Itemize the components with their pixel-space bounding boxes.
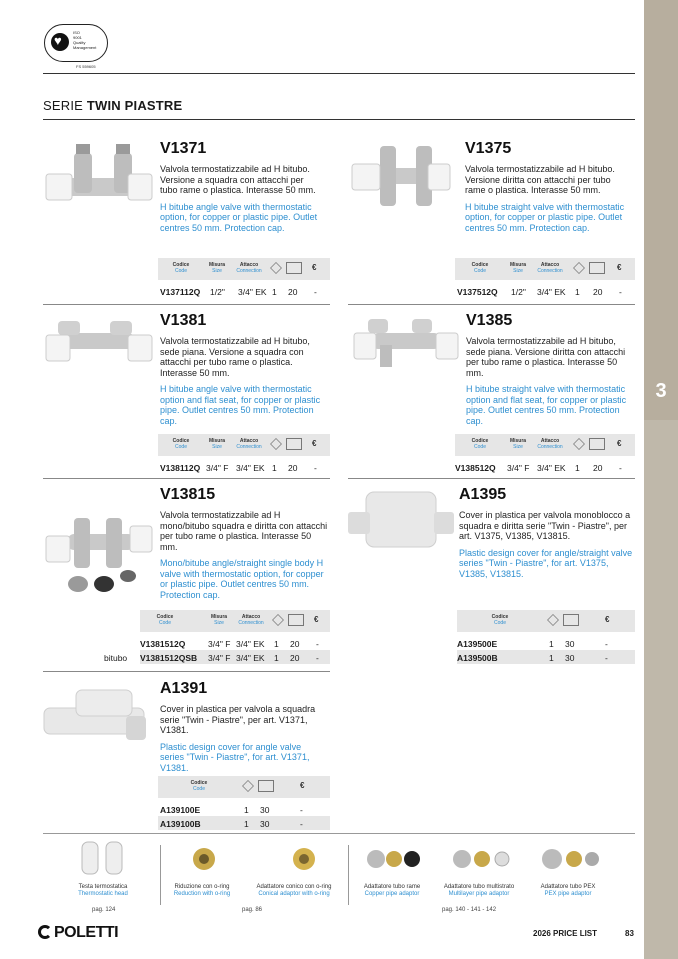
table-v1375 xyxy=(455,258,635,298)
product-code: V1371 xyxy=(160,140,207,157)
page-ref-pipe-adaptors: pag. 140 - 141 - 142 xyxy=(442,907,497,913)
description-italian: Cover in plastica per valvola monoblocco a squadra e diritta serie "Twin - Piastre", per art. V1375, V1385, V13815. xyxy=(459,510,631,541)
table-header xyxy=(158,434,330,456)
header-size: Misura Size xyxy=(208,438,226,450)
table-a1391 xyxy=(158,776,330,830)
accessories-divider xyxy=(43,833,635,834)
description-english: H bitube straight valve with thermostatic option, for copper or plastic pipe. Outlet centres 50 mm. Protection cap. xyxy=(465,201,625,233)
header-connection: Attacco Connection xyxy=(238,614,264,626)
chapter-number: 3 xyxy=(655,380,667,402)
accessory-separator xyxy=(348,845,349,905)
box-icon xyxy=(242,780,254,792)
product-code: A1395 xyxy=(459,486,507,503)
pex-adaptor-image xyxy=(540,846,600,872)
table-a1395 xyxy=(457,610,635,664)
valve-v1371-image xyxy=(44,138,154,223)
table-header xyxy=(457,610,635,632)
header-euro: € xyxy=(617,263,622,272)
table-row: A139100B 1 30 - xyxy=(158,816,330,830)
header-code: Codice Code xyxy=(190,780,208,792)
chapter-side-tab xyxy=(644,0,678,959)
carton-icon xyxy=(288,614,304,626)
box-icon xyxy=(547,614,559,626)
header-connection: Attacco Connection xyxy=(537,262,563,274)
copper-adaptor-image xyxy=(366,846,422,872)
box-icon xyxy=(270,438,282,450)
header-code: Codice Code xyxy=(172,438,190,450)
carton-icon xyxy=(286,438,302,450)
reduction-image xyxy=(190,846,220,872)
header-size: Misura Size xyxy=(509,262,527,274)
table-v1381 xyxy=(158,434,330,474)
product-code: V1385 xyxy=(466,312,513,329)
accessory-separator xyxy=(160,845,161,905)
description-italian: Cover in plastica per valvola a squadra serie "Twin - Piastre", per art. V1371, V1381. xyxy=(160,704,316,735)
header-code: Codice Code xyxy=(471,262,489,274)
multilayer-adaptor-image xyxy=(452,846,512,872)
box-icon xyxy=(573,262,585,274)
table-row: A139500B 1 30 - xyxy=(457,650,635,664)
price-list-label: 2026 PRICE LIST xyxy=(533,929,598,938)
product-a1395 xyxy=(459,486,634,579)
header-euro: € xyxy=(605,615,610,624)
header-connection: Attacco Connection xyxy=(537,438,563,450)
product-v13815 xyxy=(160,486,328,600)
header-euro: € xyxy=(314,615,319,624)
header-connection: Attacco Connection xyxy=(236,262,262,274)
box-icon xyxy=(272,614,284,626)
header-size: Misura Size xyxy=(509,438,527,450)
table-v1371 xyxy=(158,258,330,298)
valve-v1381-image xyxy=(44,315,154,375)
row-divider-left xyxy=(43,304,330,305)
header-size: Misura Size xyxy=(208,262,226,274)
certification-code: FS 559605 xyxy=(76,64,96,69)
header-euro: € xyxy=(312,263,317,272)
table-row: V137512Q 1/2" 3/4" EK 1 20 - xyxy=(457,287,622,297)
description-english: Plastic design cover for angle valve series "Twin - Piastre", for art. V1371, V1381. xyxy=(160,741,310,773)
product-v1375 xyxy=(465,140,625,233)
table-header xyxy=(140,610,330,632)
table-header xyxy=(455,258,635,280)
table-row: bitubo V1381512QSB 3/4" F 3/4" EK 1 20 - xyxy=(140,650,330,664)
accessory-pex-adaptor: Adattatore tubo PEX PEX pipe adaptor xyxy=(540,884,596,897)
table-row: V1381512Q 3/4" F 3/4" EK 1 20 - xyxy=(140,639,319,649)
certification-text: ISO 9001 Quality Management xyxy=(73,30,97,50)
header-euro: € xyxy=(617,439,622,448)
description-english: H bitube straight valve with thermostatic option and flat seat, for copper or plastic pipe. Outlet centres 50 mm. Protection cap. xyxy=(466,384,627,426)
header-code: Codice Code xyxy=(471,438,489,450)
page-ref-thermostatic-head: pag. 124 xyxy=(92,907,116,913)
table-row: V137112Q 1/2" 3/4" EK 1 20 - xyxy=(160,287,317,297)
certification-logo xyxy=(44,24,108,62)
table-v13815 xyxy=(104,610,330,664)
conical-adaptor-image xyxy=(290,846,320,872)
carton-icon xyxy=(258,780,274,792)
description-italian: Valvola termostatizzabile ad H bitubo, sede piana. Versione diritta con attacchi per tubo rame o plastica. Interasse 50 mm. xyxy=(466,336,626,378)
brand-mark-icon xyxy=(38,925,52,939)
description-english: Mono/bitube angle/straight single body H valve with thermostatic option, for copper or plastic pipe. Outlet centres 50 mm. Protection cap. xyxy=(160,558,324,600)
row-divider-left xyxy=(43,478,330,479)
section-title: SERIE TWIN PIASTRE xyxy=(43,98,183,113)
bsi-heart-icon xyxy=(51,33,69,51)
table-header xyxy=(158,258,330,280)
product-code: V1381 xyxy=(160,312,207,329)
product-a1391 xyxy=(160,680,325,773)
carton-icon xyxy=(286,262,302,274)
row-divider-right xyxy=(348,478,635,479)
chapter-tab-block xyxy=(644,0,678,420)
row-divider-right xyxy=(348,304,635,305)
product-v1385 xyxy=(466,312,628,426)
table-row: A139500E 1 30 - xyxy=(457,639,608,649)
header-euro: € xyxy=(312,439,317,448)
carton-icon xyxy=(589,262,605,274)
table-row: V138112Q 3/4" F 3/4" EK 1 20 - xyxy=(160,463,317,473)
table-v1385 xyxy=(455,434,635,474)
carton-icon xyxy=(563,614,579,626)
product-v1371 xyxy=(160,140,320,233)
description-italian: Valvola termostatizzabile ad H bitubo. Versione diritta con attacchi per tubo rame o plastica. Interasse 50 mm. xyxy=(465,164,615,195)
table-row: A139100E 1 30 - xyxy=(160,805,303,815)
valve-v1375-image xyxy=(350,138,460,218)
description-english: H bitube angle valve with thermostatic option and flat seat, for copper or plastic pipe. Outlet centres 50 mm. Protection cap. xyxy=(160,384,321,426)
product-code: A1391 xyxy=(160,680,208,697)
product-code: V1375 xyxy=(465,140,512,157)
valve-v13815-image xyxy=(44,512,154,594)
table-header xyxy=(455,434,635,456)
header-euro: € xyxy=(300,781,305,790)
thermostatic-head-image xyxy=(78,840,128,878)
header-code: Codice Code xyxy=(491,614,509,626)
page-ref-adaptors: pag. 86 xyxy=(242,907,263,913)
valve-v1385-image xyxy=(352,315,460,377)
header-code: Codice Code xyxy=(172,262,190,274)
top-divider xyxy=(43,73,635,74)
carton-icon xyxy=(589,438,605,450)
accessory-conical-adaptor: Adattatore conico con o-ring Conical adaptor with o-ring xyxy=(256,884,332,897)
description-italian: Valvola termostatizzabile ad H mono/bitubo squadra e diritta con attacchi per tubo rame o plastica. Interasse 50 mm. xyxy=(160,510,328,552)
description-italian: Valvola termostatizzabile ad H bitubo. Versione a squadra con attacchi per tubo rame o plastica. Interasse 50 mm. xyxy=(160,164,316,195)
table-header xyxy=(158,776,330,798)
cover-a1395-image xyxy=(346,484,456,559)
accessory-copper-adaptor: Adattatore tubo rame Copper pipe adaptor xyxy=(363,884,421,897)
cover-a1391-image xyxy=(40,686,150,754)
section-divider xyxy=(43,119,635,120)
description-english: H bitube angle valve with thermostatic option, for copper or plastic pipe. Outlet centres 50 mm. Protection cap. xyxy=(160,201,318,233)
product-code: V13815 xyxy=(160,486,216,503)
product-v1381 xyxy=(160,312,325,426)
description-italian: Valvola termostatizzabile ad H bitubo, sede piana. Versione a squadra con attacchi per tubo rame o plastica. Interasse 50 mm. xyxy=(160,336,310,378)
header-size: Misura Size xyxy=(210,614,228,626)
page-number: 83 xyxy=(625,929,634,938)
box-icon xyxy=(573,438,585,450)
header-code: Codice Code xyxy=(156,614,174,626)
box-icon xyxy=(270,262,282,274)
brand-logo: POLETTI xyxy=(38,924,118,942)
header-connection: Attacco Connection xyxy=(236,438,262,450)
accessory-multilayer-adaptor: Adattatore tubo multistrato Multilayer pipe adaptor xyxy=(443,884,515,897)
table-row: V138512Q 3/4" F 3/4" EK 1 20 - xyxy=(455,463,622,473)
accessory-thermostatic-head: Testa termostatica Thermostatic head xyxy=(78,884,128,897)
description-english: Plastic design cover for angle/straight valve series "Twin - Piastre", for art. V1375, V1385, V13815. xyxy=(459,547,633,579)
row-divider-left xyxy=(43,671,330,672)
accessory-reduction: Riduzione con o-ring Reduction with o-ring xyxy=(173,884,231,897)
